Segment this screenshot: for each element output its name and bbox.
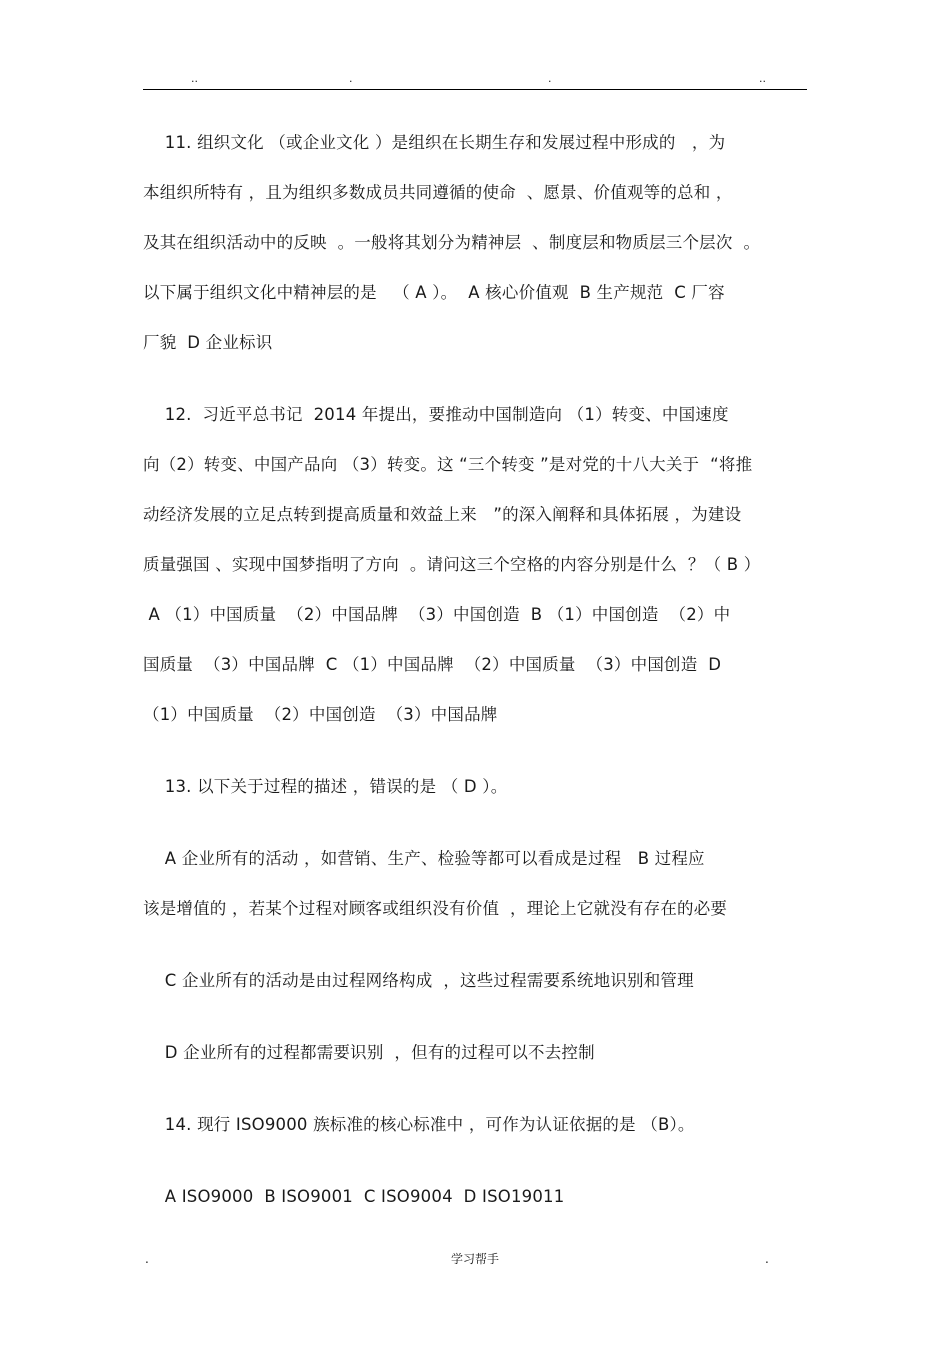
question-12-line: 向（2）转变、中国产品向 （3）转变。这 “三个转变 ”是对党的十八大关于 “将推 xyxy=(143,455,753,474)
question-11-line: 本组织所特有 ，且为组织多数成员共同遵循的使命 、愿景、价值观等的总和 ， xyxy=(143,183,733,202)
question-13-line: 该是增值的 ，若某个过程对顾客或组织没有价值 ，理论上它就没有存在的必要 xyxy=(143,899,728,918)
question-12-line: 质量强国 、实现中国梦指明了方向 。请问这三个空格的内容分别是什么 ？（ B ） xyxy=(143,555,761,574)
question-11-line: 及其在组织活动中的反映 。一般将其划分为精神层 、制度层和物质层三个层次 。 xyxy=(143,233,761,252)
question-11-line: 以下属于组织文化中精神层的是 （ A ）。 A 核心价值观 B 生产规范 C 厂容 xyxy=(143,283,725,302)
header-mark: . xyxy=(548,72,552,85)
question-13-line: C 企业所有的活动是由过程网络构成 ，这些过程需要系统地识别和管理 xyxy=(143,971,694,990)
footer-mark-right: . xyxy=(765,1252,769,1266)
question-12-line: 国质量 （3）中国品牌 C （1）中国品牌 （2）中国质量 （3）中国创造 D xyxy=(143,655,722,674)
question-13-line: 13. 以下关于过程的描述 ，错误的是 （ D ）。 xyxy=(143,777,508,796)
page-header xyxy=(143,72,807,88)
question-13-line: D 企业所有的过程都需要识别 ，但有的过程可以不去控制 xyxy=(143,1043,595,1062)
question-12-line: A （1）中国质量 （2）中国品牌 （3）中国创造 B （1）中国创造 （2）中 xyxy=(143,605,731,624)
question-12-line: （1）中国质量 （2）中国创造 （3）中国品牌 xyxy=(143,705,498,724)
question-12-line: 12. 习近平总书记 2014 年提出，要推动中国制造向 （1）转变、中国速度 xyxy=(143,405,729,424)
header-divider xyxy=(143,89,807,90)
question-14-line: A ISO9000 B ISO9001 C ISO9004 D ISO19011 xyxy=(143,1187,565,1206)
footer-label: 学习帮手 xyxy=(450,1252,499,1266)
question-13-line: A 企业所有的活动 ，如营销、生产、检验等都可以看成是过程 B 过程应 xyxy=(143,849,705,868)
question-14-line: 14. 现行 ISO9000 族标准的核心标准中 ，可作为认证依据的是 （B）。 xyxy=(143,1115,695,1134)
header-mark: .. xyxy=(759,72,766,85)
question-11-line: 厂貌 D 企业标识 xyxy=(143,333,273,352)
footer-mark-left: . xyxy=(145,1252,149,1266)
question-11-line: 11. 组织文化 （或企业文化 ）是组织在长期生存和发展过程中形成的 ，为 xyxy=(143,133,726,152)
header-mark: . xyxy=(349,72,353,85)
question-12-line: 动经济发展的立足点转到提高质量和效益上来 ”的深入阐释和具体拓展 ，为建设 xyxy=(143,505,742,524)
header-mark: .. xyxy=(191,72,198,85)
